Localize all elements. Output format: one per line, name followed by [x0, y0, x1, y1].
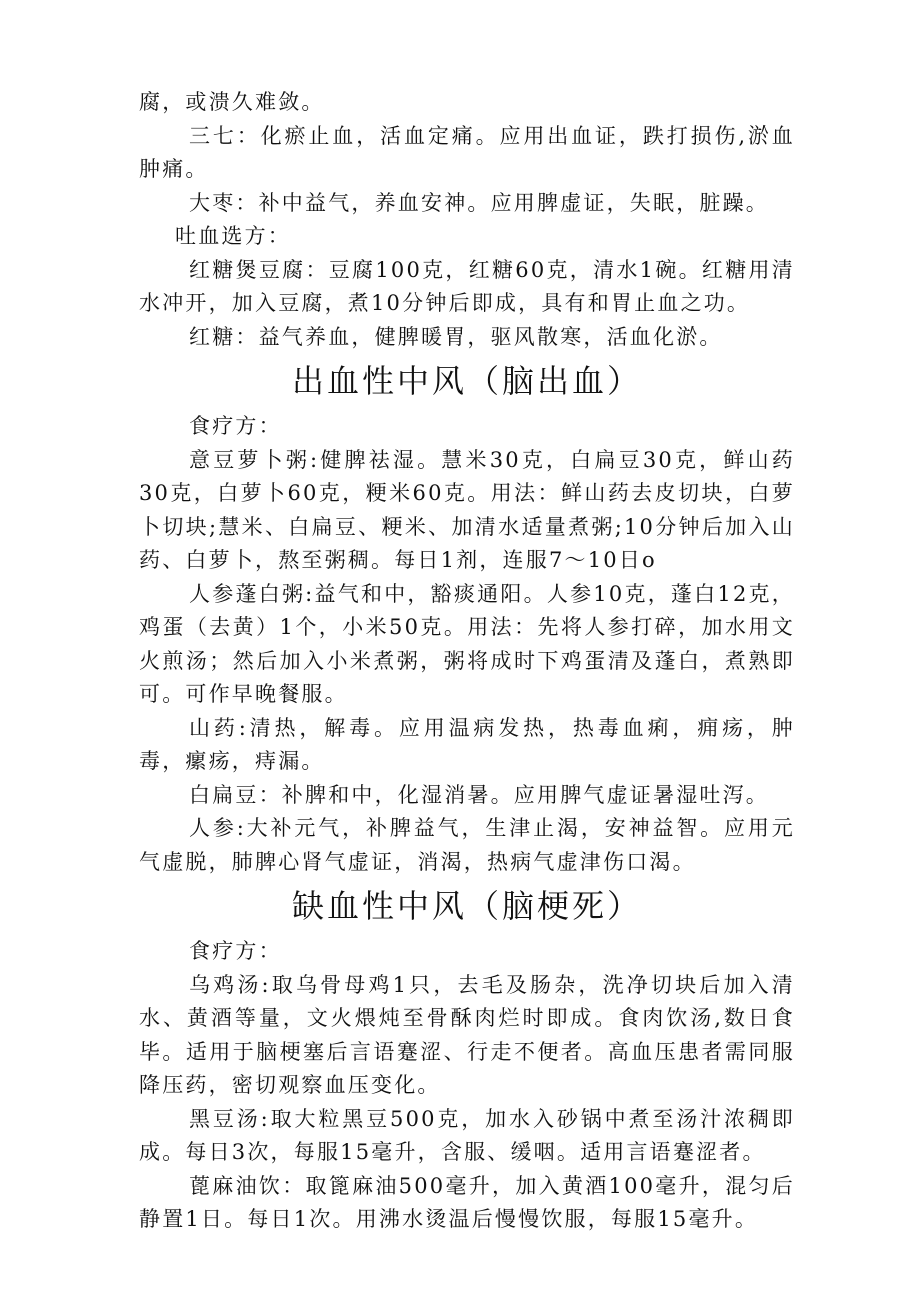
section-heading-ischemic-stroke: 缺血性中风（脑梗死）: [291, 887, 642, 925]
paragraph-continuation: 腐，或溃久难敛。: [139, 90, 325, 114]
document-page: [139, 86, 795, 1237]
paragraph-shiliaofang-1: 食疗方：: [189, 414, 282, 438]
paragraph-dazao: 大枣：补中益气，养血安神。应用脾虚证，失眠，脏躁。: [189, 190, 769, 215]
paragraph-shiliaofang-2: 食疗方：: [189, 939, 282, 963]
subheading-tuxue: 吐血选方：: [175, 224, 291, 248]
paragraph-renshen: 人参:大补元气，补脾益气，生津止渴，安神益智。应用元气虚脱，肺脾心肾气虚证，消渴，热病气虚津伤口渴。: [139, 816, 795, 874]
section-heading-hemorrhagic-stroke: 出血性中风（脑出血）: [291, 362, 642, 400]
paragraph-sanqi: 三七：化瘀止血，活血定痛。应用出血证，跌打损伤,淤血肿痛。: [139, 123, 795, 181]
paragraph-hongtang-doufu: 红糖煲豆腐：豆腐100克，红糖60克，清水1碗。红糖用清水冲开，加入豆腐，煮10分钟后即成，具有和胃止血之功。: [139, 257, 795, 315]
paragraph-renshen-pengbai-zhou: 人参蓬白粥:益气和中，豁痰通阳。人参10克，蓬白12克，鸡蛋（去黄）1个，小米50克。用法：先将人参打碎，加水用文火煎汤；然后加入小米煮粥，粥将成时下鸡蛋清及蓬白，煮熟即可。可作早晚餐服。: [139, 581, 795, 706]
paragraph-shanyao: 山药:清热，解毒。应用温病发热，热毒血痢，痈疡，肿毒，瘰疡，痔漏。: [139, 715, 795, 773]
paragraph-heidou-tang: 黑豆汤:取大粒黑豆500克，加水入砂锅中煮至汤汁浓稠即成。每日3次，每服15毫升，含服、缓咽。适用言语蹇涩者。: [139, 1106, 795, 1164]
paragraph-hongtang: 红糖：益气养血，健脾暖胃，驱风散寒，活血化淤。: [189, 324, 723, 349]
paragraph-baibiandou: 白扁豆：补脾和中，化湿消暑。应用脾气虚证暑湿吐泻。: [189, 782, 769, 807]
paragraph-wuji-tang: 乌鸡汤:取乌骨母鸡1只，去毛及肠杂，洗净切块后加入清水、黄酒等量，文火煨炖至骨酥肉烂时即成。食肉饮汤,数日食毕。适用于脑梗塞后言语蹇涩、行走不便者。高血压患者需同服降压药，密切观察血压变化。: [139, 972, 795, 1097]
paragraph-bimayou-yin: 蓖麻油饮：取篦麻油500毫升，加入黄酒100毫升，混匀后静置1日。每日1次。用沸水烫温后慢慢饮服，每服15毫升。: [139, 1173, 795, 1231]
paragraph-yidou-luobo-zhou: 意豆萝卜粥:健脾祛湿。慧米30克，白扁豆30克，鲜山药30克，白萝卜60克，粳米60克。用法：鲜山药去皮切块，白萝卜切块;慧米、白扁豆、粳米、加清水适量煮粥;10分钟后加入山药、白萝卜，熬至粥稠。每日1剂，连服7～10日o: [139, 447, 795, 572]
